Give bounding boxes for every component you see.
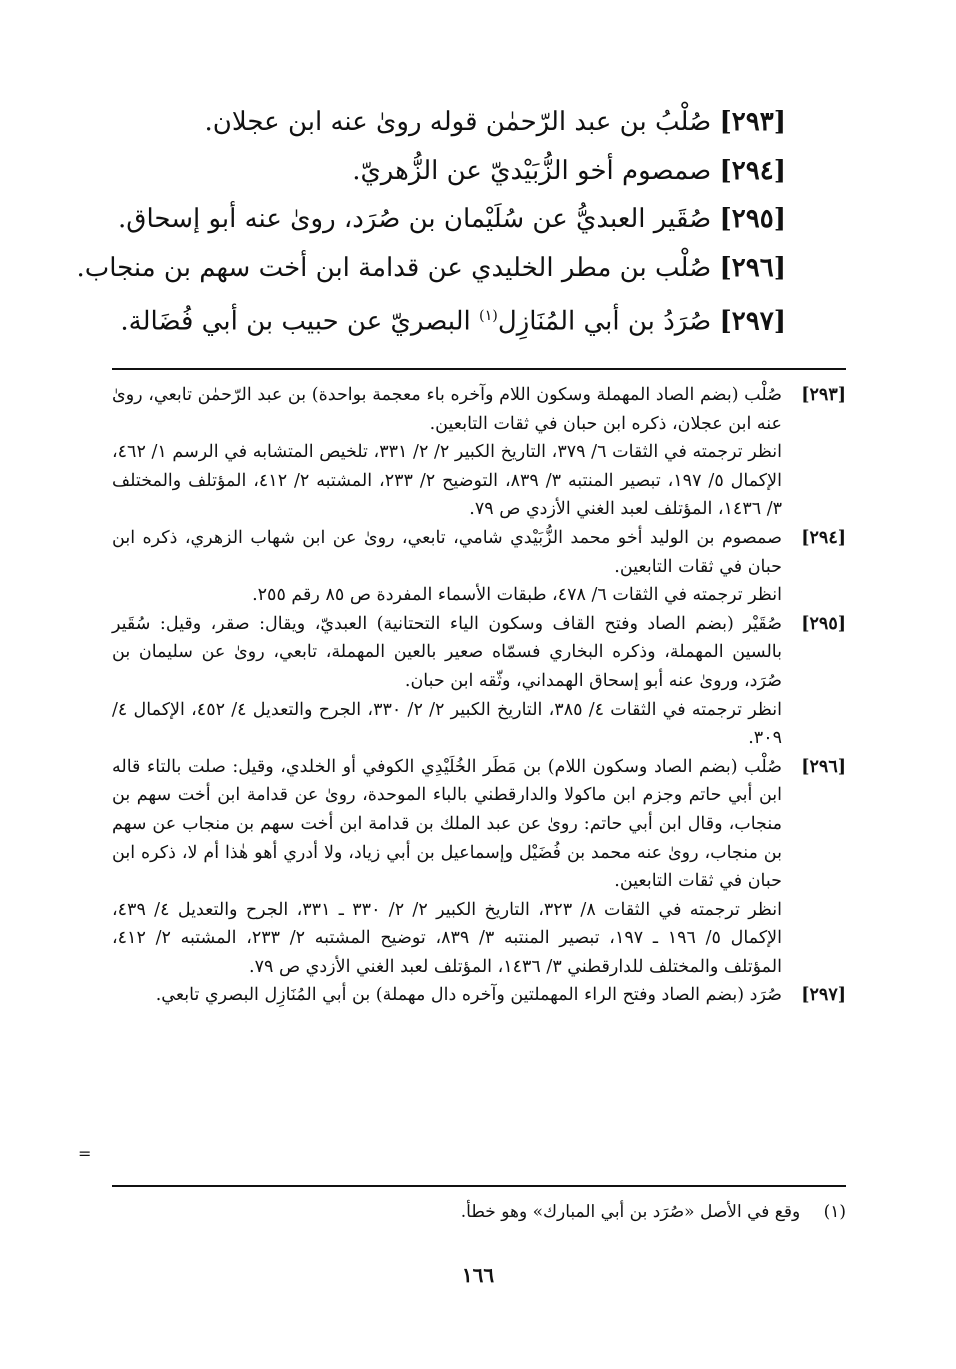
note-references: انظر ترجمته في الثقات ٨/ ٣٢٣، التاريخ الكبير ٢/ ٢/ ٣٣٠ ـ ٣٣١، الجرح والتعديل ٤/ ٤٣٩، الإكمال ٥/ ١٩٦ ـ ١٩٧، تبصير المنتبه ٣/ ٨٣٩، توضيح المشتبه ٢/ ٢٣٣، المشتبه ٢/ ٤١٢، المؤتلف والمختلف للدارقطني ٣/ ١٤٣٦، المؤتلف لعبد الغني الأزدي ص ٧٩. <box>112 899 782 977</box>
note-number: [٢٩٦] <box>801 756 846 777</box>
main-entry-297 <box>120 292 786 346</box>
entry-number: [٢٩٦] <box>719 252 786 283</box>
note-references: انظر ترجمته في الثقات ٦/ ٤٧٨، طبقات الأسماء المفردة ص ٨٥ رقم ٢٥٥. <box>252 585 782 606</box>
note-paragraph: صُلْب (بضم الصاد وسكون اللام) بن مَطَر الخُلَيْدِي الكوفي أو الخلدي، وقيل: صلت بالتاء قاله ابن أبي حاتم وجزم ابن ماكولا والدارقطني بالباء الموحدة، روىٰ عن قدامة ابن أخت سهم بن منجاب، وقال ابن أبي حاتم: روىٰ عن عبد الملك بن قدامة ابن أخت سهم بن منجاب عن سهم بن منجاب، روىٰ عنه محمد بن فُضَيْل وإسماعيل بن أبي زياد، ولا أدري أهو هٰذا أم لا، ذكره ابن حبان في ثقات التابعين. <box>112 756 782 892</box>
note-295 <box>112 610 846 753</box>
entry-number: [٢٩٤] <box>719 155 786 186</box>
entry-number: [٢٩٧] <box>719 306 786 337</box>
main-text <box>76 98 786 346</box>
commentary-notes <box>112 381 846 1010</box>
note-number: [٢٩٣] <box>801 385 846 405</box>
main-entry-294 <box>146 147 786 196</box>
footnote-number: (١) <box>823 1202 846 1222</box>
note-paragraph: صُرَد (بضم الصاد وفتح الراء المهملتين وآخره دال مهملة) بن أبي المُنَازِل البصري تابعي. <box>155 985 782 1006</box>
note-293 <box>112 381 846 524</box>
note-297 <box>112 981 846 1010</box>
entry-number: [٢٩٥] <box>719 204 786 234</box>
main-entry-296 <box>76 244 786 293</box>
entry-text: صُلْب بن مطر الخليدي عن قدامة ابن أخت سهم بن منجاب. <box>76 252 712 283</box>
footnote-text: وقع في الأصل «صُرَد بن أبي المبارك» وهو خطأ. <box>460 1202 801 1222</box>
note-number: [٢٩٥] <box>801 613 846 634</box>
section-divider <box>112 368 846 370</box>
main-entry-295 <box>118 195 786 244</box>
note-294 <box>112 524 846 610</box>
entry-text: صمصوم أخو الزُّبَيْديّ عن الزُّهريّ. <box>352 155 712 186</box>
entry-text: صُلْبُ بن عبد الرّحمٰن قوله روىٰ عنه ابن عجلان. <box>204 107 712 137</box>
footnote <box>112 1198 846 1226</box>
footnote-reference[interactable]: (١) <box>479 308 498 324</box>
continuation-mark: = <box>78 1144 92 1163</box>
note-paragraph: صمصوم بن الوليد أخو محمد الزُّبَيْدي شامي، تابعي، روىٰ عن ابن شهاب الزهري، ذكره ابن حبان في ثقات التابعين. <box>112 527 782 577</box>
footnote-divider <box>112 1185 846 1187</box>
note-number: [٢٩٧] <box>801 985 846 1006</box>
note-paragraph: صُلْب (بضم الصاد المهملة وسكون اللام وآخره باء معجمة بواحدة) بن عبد الرّحمٰن تابعي، روىٰ عنه ابن عجلان، ذكره ابن حبان في ثقات التابعين. <box>112 385 782 434</box>
entry-text: صُقَير العبديُّ عن سُلَيْمان بن صُرَد، روىٰ عنه أبو إسحاق. <box>118 204 712 234</box>
note-number: [٢٩٤] <box>801 527 846 548</box>
entry-text: البصريّ عن حبيب بن أبي فُضَالة. <box>120 306 479 337</box>
entry-number: [٢٩٣] <box>719 107 786 137</box>
page-number: ١٦٦ <box>461 1263 495 1287</box>
note-references: انظر ترجمته في الثقات ٤/ ٣٨٥، التاريخ الكبير ٢/ ٢/ ٣٣٠، الجرح والتعديل ٤/ ٤٥٢، الإكمال ٤/ ٣٠٩. <box>112 699 782 749</box>
note-296 <box>112 753 846 982</box>
note-references: انظر ترجمته في الثقات ٦/ ٣٧٩، التاريخ الكبير ٢/ ٢/ ٣٣١، تلخيص المتشابه في الرسم ١/ ٤٦٢، الإكمال ٥/ ١٩٧، تبصير المنتبه ٣/ ٨٣٩، التوضيح ٢/ ٢٣٣، المشتبه ٢/ ٤١٢، المؤتلف والمختلف ٣/ ١٤٣٦، المؤتلف لعبد الغني الأزدي ص ٧٩. <box>112 442 782 520</box>
entry-text: صُرَدُ بن أبي المُنَازِل <box>497 306 712 337</box>
main-entry-293 <box>146 98 786 147</box>
note-paragraph: صُقَيْر (بضم الصاد وفتح القاف وسكون الياء التحتانية) العبديّ، ويقال: صقر، وقيل: سُقَير بالسين المهملة، وذكره البخاري فسمّاه صعير بالعين المهملة، تابعي، روىٰ عن سليمان بن صُرَد، وروىٰ عنه أبو إسحاق الهمداني، وثّقه ابن حبان. <box>112 613 782 691</box>
